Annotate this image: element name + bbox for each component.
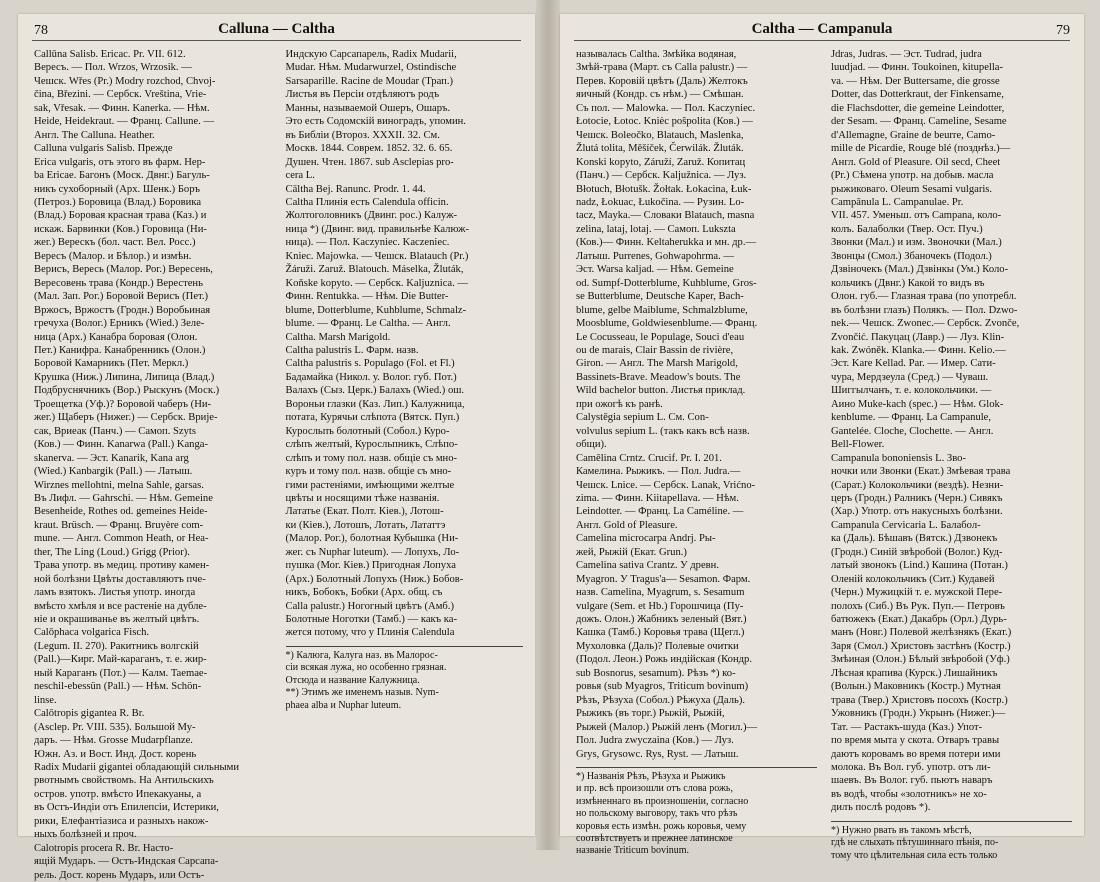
entry-line: Calotropis procera R. Br. Насто- [34,842,174,854]
entry-line: Дзвіночекъ (Мал.) Дзвінкы (Ум.) Коло- [831,264,1009,276]
entry-line: kenblume. — Франц. La Campanule, [831,412,992,424]
entry-line: ный Караганъ (Пот.) — Калм. Taemae- [34,667,208,679]
entry-line: цвѣты и носящими тѣже названія. [285,492,440,504]
entry-line: nek.— Чешск. Zwonec.— Сербск. Zvonče, [831,318,1020,330]
entry-line: Błotuch, Błotušk. Žołtak. Łokacina, Łuk- [576,183,752,195]
entry-line: tacz, Mayka.— Словаки Blatauch, masna [576,210,755,222]
entry-line: Заря (Смол.) Христовъ застѣнъ (Костр.) [831,640,1011,652]
entry-line: (Ков.)— Финн. Keltaherukka и мн. др.— [576,237,757,249]
left-header-title: Calluna — Caltha [218,21,335,37]
entry-line: (Pall.)—Кирг. Май-караганъ, т. е. жир- [34,654,207,666]
entry-line: по время мыта у скота. Отваръ травы [831,735,1000,747]
entry-line: Callūna Salisb. Ericac. Pr. VII. 612. [34,49,186,60]
entry-line: колъ. Балаболки (Твер. Ост. Пуч.) [831,223,983,235]
entry-line: называлась Caltha. Змѣйка водяная, [576,49,737,60]
entry-line: d'Allemagne, Graine de beurre, Camo- [831,129,996,141]
entry-line: Подбруснячникъ (Вор.) Рыскунъ (Моск.) [34,385,220,397]
entry-line: Оленій колокольчикъ (Сит.) Кудавей [831,573,995,585]
entry-line: Англ. Gold of Pleasure. Oil secd, Cheet [831,156,1001,168]
entry-line: Болотные Ноготки (Тамб.) — какъ ка- [285,614,458,626]
entry-line: Трава употр. въ медиц. противу камен- [34,560,210,572]
entry-line: вмѣсто хмѣля и все растеніе на дубле- [34,600,207,612]
book-gutter [536,0,560,850]
entry-line: Англ. The Calluna. Heather. [34,129,155,141]
entry-line: рвотнымъ свойствомъ. На Антильскихъ [34,775,214,787]
entry-line: Это есть Содомскій виноградъ, упомин. [285,116,466,128]
right-page-number: 79 [1056,23,1070,38]
entry-line: Съ пол. — Malowka. — Пол. Kaczyniec. [576,102,756,114]
entry-line: общи). [576,439,607,451]
left-footnotes [286,646,524,712]
entry-line: Финн. Rentukka. — Нѣм. Die Butter- [285,291,449,303]
entry-line: въ болѣзни глазъ) Полякъ. — Пол. Dzwo- [831,304,1018,316]
entry-line: Kniec. Majowka. — Чешск. Blatauch (Pr.) [285,250,469,262]
entry-line: куръ и тому пол. назв. общіе съ мно- [285,466,452,478]
entry-line: рыжиковаго. Oleum Sesami vulgaris. [831,183,993,195]
entry-line: od. Sumpf-Dotterblume, Kuhblume, Gros- [576,277,757,289]
entry-line: Calōphaca volgarica Fisch. [34,627,150,639]
entry-line: Олон. губ.— Глазная трава (по употребл. [831,291,1017,303]
entry-line: латый звонокъ (Lind.) Кашина (Потан.) [831,560,1008,572]
entry-line: Jdras, Judras. — Эст. Tudrad, judra [831,49,982,60]
entry-line: Душен. Чтен. 1867. sub Asclepias pro- [285,156,454,168]
entry-line: Жолтоголовникъ (Двинг. рос.) Калуж- [285,210,458,222]
entry-line: (Wied.) Kanbargik (Pall.) — Латыш. [34,466,193,478]
entry-line: Koňske kopyto. — Сербск. Kaljuznica. — [285,277,468,289]
entry-line: Moosblume, Goldwiesenblume.— Франц. [576,318,758,330]
entry-line: ночки или Звонки (Екат.) Змѣевая трава [831,466,1011,478]
footnote-line: Отсюда и название Калужница. [285,674,420,686]
left-columns [34,48,523,881]
entry-line: Рѣзъ, Рѣзуха (Собол.) Рѣжуха (Даль). [576,694,745,706]
entry-line: Звонки (Мал.) и изм. Звоночки (Мал.) [831,237,1002,249]
entry-line: die Flachsdotter, die gemeine Leindotter, [831,102,1005,114]
entry-line: Wirznes mellohtni, melna Sahle, garsas. [34,479,204,491]
entry-line: кольчикъ (Двнг.) Какой то видъ въ [831,277,985,289]
entry-line: Листья въ Персіи отдѣляютъ родъ [285,89,440,101]
entry-line: (Влад.) Боровая красная трава (Каз.) и [34,210,207,222]
entry-line: Dotter, das Dotterkraut, der Finkensame, [831,89,1004,101]
footnote-line: *) Калюга, Калуга наз. въ Малорос- [285,649,438,661]
entry-line: blume, gelbe Maiblume, Schmalzblume, [576,304,748,316]
entry-line: Лѣсная крапива (Курск.) Лишайникъ [831,667,998,679]
entry-line: полохъ (Сиб.) Въ Рук. Пуп.— Петровъ [831,600,1005,612]
entry-line: (Малор. Рог.), болотная Кубышка (Ни- [285,533,459,545]
entry-line: Giron. — Англ. The Marsh Marigold, [576,358,738,370]
entry-line: (Черн.) Мужицкій т. е. мужской Пере- [831,587,1003,599]
entry-line: Рыжей (Малор.) Рыжій ленъ (Могил.)— [576,721,758,733]
entry-line: сак, Вриеак (Панч.) — Самоп. Szyts [34,425,196,437]
entry-line: Gantelée. Cloche, Clochette. — Англ. [831,425,994,437]
left-column-2 [286,48,524,830]
entry-line: (Подол. Леон.) Рожь индійская (Кондр. [576,654,752,666]
entry-line: Змѣй-трава (Март. съ Calla palustr.) — [576,62,748,74]
entry-line: se Butterblume, Deutsche Kaper, Bach- [576,291,744,303]
entry-line: рики, Елефантіазиса и разныхъ накож- [34,815,209,827]
right-footnotes-2 [831,821,1072,862]
entry-line: Caltha palustris s. Populago (Fol. et Fl.) [285,358,455,370]
entry-line: ныхъ болѣзней и проч. [34,829,137,841]
footnote-line: но польскому выговору, такъ что рѣзъ [576,808,738,820]
entry-line: Чешск. Wřes (Pr.) Modry rozchod, Chvoj- [34,75,216,87]
entry-line: (Волын.) Маковникъ (Костр.) Мутная [831,681,1001,693]
entry-line: никъ, Бобокъ, Бобки (Арх. общ. съ [285,587,443,599]
entry-line: zelina, lataj, lotaj. — Самоп. Lukszta [576,223,736,235]
entry-line: (Гродн.) Синій звѣробой (Волог.) Куд- [831,546,1003,558]
footnote-line: гдѣ не слыхать пѣтушиннаго пѣнія, по- [831,837,999,849]
entry-line: ница). — Пол. Kaczyniec. Kaczeniec. [285,237,450,249]
entry-line: Шиггылчанъ, т. е. колокольчики. — [831,385,992,397]
entry-line: въ Библіи (Второз. XXXII. 32. См. [285,129,440,141]
entry-line: vulgare (Sem. et Hb.) Горошчица (Пу- [576,600,744,612]
entry-line: (Pr.) Сѣмена употр. на добыв. масла [831,170,994,182]
entry-line: Лататье (Екат. Полт. Кіев.), Лотош- [285,506,444,518]
entry-line: Звонцы (Смол.) Збаночекъ (Подол.) [831,250,992,262]
entry-line: ной болѣзни Цвѣты доставляютъ пче- [34,573,206,585]
entry-line: Bell-Flower. [831,439,885,451]
entry-line: Манны, называемой Ошеръ, Ошаръ. [285,102,451,114]
entry-line: Вржосъ, Вржостъ (Гродн.) Воробьиная [34,304,211,316]
entry-line: Въ Лифл. — Gahrschi. — Нѣм. Gemeine [34,492,213,504]
entry-line: Боровой Камарникъ (Пет. Меркл.) [34,358,189,370]
entry-line: cera L. [285,170,315,182]
entry-line: volvulus sepium L. (такъ какъ всѣ назв. [576,425,750,437]
entry-line: слѣпъ желтый, Куросльпникъ, Слѣпо- [285,439,458,451]
entry-line: въ Остъ-Индіи отъ Епилепсіи, Истерики, [34,802,219,814]
left-page [18,14,535,881]
entry-line: kraut. Brüsch. — Франц. Bruyère com- [34,519,204,531]
entry-line: Radix Mudarii gigantei обладающій сильными [34,762,239,774]
entry-line: Le Cocusseau, le Populage, Souci d'eau [576,331,745,343]
entry-line: Тат. — Растакъ-шуда (Каз.) Упот- [831,721,983,733]
entry-line: Calla palustr.) Ногогный цвѣтъ (Амб.) [285,600,454,612]
entry-line: skanerva. — Эст. Kanarik, Kana arg [34,452,189,464]
entry-line: Латыш. Purrenes, Gohwapohrma. — [576,250,735,262]
left-column-1 [34,48,272,881]
entry-line: даръ. — Нѣм. Grosse Mudarpflanze. [34,735,193,747]
entry-line: пушка (Мог. Кіев.) Пригодная Лопуха [285,560,456,572]
footnote-line: и пр. всѣ произошли отъ слова рожь, [576,783,733,795]
entry-line: жег. съ Nuphar luteum). — Лопухъ, Ло- [285,546,460,558]
entry-line: яичный (Кондр. съ нѣм.) — Смѣшан. [576,89,744,101]
entry-line: гими растеніями, имѣющими желтые [285,479,455,491]
entry-line: Москв. 1844. Соврем. 1852. 32. 6. 65. [285,143,453,155]
footnote-line: измѣненнаго въ произношеніи, согласно [576,795,749,807]
right-column-1 [576,48,817,857]
entry-line: Ужовникъ (Гродн.) Укрынъ (Нижег.)— [831,708,1006,720]
entry-line: Мухоловка (Даль)? Полевые очитки [576,640,739,652]
footnote-line: тому что цѣлительная сила есть только [831,849,998,861]
entry-line: Крушка (Ниж.) Липина, Липица (Влад.) [34,371,215,383]
entry-line: Пол. Judra zwyczaina (Ков.) — Луз. [576,735,734,747]
entry-line: ка (Даль). Бѣшавъ (Вятск.) Дзвонекъ [831,533,998,545]
entry-line: жей, Рыжій (Екат. Grun.) [576,546,687,558]
entry-line: Žlutá tolita, Měšíček, Čerwilák. Žluták. [576,143,744,155]
entry-line: Эст. Kare Kellad. Par. — Имер. Сати- [831,358,996,370]
entry-line: Cāltha Bej. Ranunc. Prodr. 1. 44. [285,183,426,195]
entry-line: (Legum. II. 270). Ракитникъ волгскій [34,640,199,652]
entry-line: Валахъ (Сыз. Церк.) Балахъ (Wied.) ош. [285,385,465,397]
right-columns [576,48,1072,861]
entry-line: (Арх.) Болотный Лопухъ (Ниж.) Бобов- [285,573,464,585]
left-running-header [32,20,521,41]
footnote-line: соотвѣтствуетъ и прежнее латинское [576,833,733,845]
entry-line: Чешск. Lnice. — Сербск. Lanak, Vrićno- [576,479,756,491]
entry-line: потата, Курячьи слѣпота (Вятск. Пуп.) [285,412,460,424]
entry-line: der Sesam. — Франц. Cameline, Sesame [831,116,1007,128]
entry-line: neschil-ebessün (Pall.) — Нѣм. Schön- [34,681,202,693]
entry-line: mune. — Англ. Common Heath, or Hea- [34,533,209,545]
entry-line: (Панч.) — Сербск. Kaljužnica. — Луз. [576,170,747,182]
entry-line: VII. 457. Уменьш. отъ Campana, коло- [831,210,1002,222]
entry-line: рель. Дост. корень Мударъ, или Остъ- [34,869,205,881]
right-running-header [574,20,1070,41]
entry-line: (Петроз.) Боровица (Влад.) Боровика [34,196,202,208]
entry-line: Calluna vulgaris Salisb. Прежде [34,143,173,155]
entry-line: Рыжикъ (въ торг.) Рыжій, Рыжій, [576,708,725,720]
entry-line: церъ (Гродн.) Ралникъ (Черн.) Сивякъ [831,492,1003,504]
entry-line: Campanula Cervicaria L. Балабол- [831,519,981,531]
entry-line: при ожогѣ къ ранѣ. [576,398,663,410]
entry-line: sub Bosnorus, sesamum). Рѣзъ *) ко- [576,667,736,679]
entry-line: Zvončić. Пакуцац (Лавр.) — Луз. Klin- [831,331,1005,343]
entry-line: zima. — Финн. Kiitapellava. — Нѣм. [576,492,739,504]
entry-line: (Хар.) Употр. отъ накусныхъ болѣзни. [831,506,1003,518]
entry-line: ламъ взятокъ. Листья употр. иногда [34,587,196,599]
right-header-title: Caltha — Campanula [751,21,893,37]
entry-line: Leindotter. — Франц. La Caméline. — [576,506,744,518]
entry-line: жег.) Щаберъ (Нижег.) — Сербск. Врије- [34,412,218,424]
footnote-line: phaea alba и Nuphar luteum. [285,699,402,711]
entry-line: Heide, Heidekraut. — Франц. Callune. — [34,116,215,128]
entry-line: Myagron. У Tragus'a— Sesamon. Фарм. [576,573,751,585]
entry-line: ящій Мударъ. — Остъ-Индская Сарсапа- [34,856,219,868]
entry-line: Южн. Аз. и Вост. Инд. Дост. корень [34,748,197,760]
entry-line: čina, Březini. — Сербск. Vreština, Vrie- [34,89,207,101]
entry-line: ніе и окрашиванье въ желтый цвѣтъ. [34,614,200,626]
footnote-line: названіе Triticum bovinum. [576,845,690,857]
footnote-line: **) Этимъ же именемъ назыв. Nym- [285,687,439,699]
entry-line: ровья (sub Myagros, Triticum bovinum) [576,681,749,693]
entry-line: батюжекъ (Екат.) Дакабрь (Орл.) Дурь- [831,614,1007,626]
entry-line: ther, The Ling (Loud.) Grigg (Prior). [34,546,190,558]
entry-line: Grys, Grysowc. Rys, Ryst. — Латыш. [576,748,739,760]
entry-line: mille de Picardie, Rouge blé (позднѣз.)— [831,143,1011,155]
entry-line: (Ков.) — Финн. Kanarwa (Pall.) Kanga- [34,439,208,451]
right-column-2 [831,48,1072,861]
entry-line: трава (Твер.) Христовъ посохъ (Костр.) [831,694,1008,706]
entry-line: Camelina sativa Crantz. У древн. [576,560,719,572]
entry-line: blume. — Франц. Le Caltha. — Англ. [285,318,451,330]
entry-line: искаж. Барвинки (Ков.) Горовица (Ни- [34,223,207,235]
entry-line: Žáruži. Zaruž. Blatouch. Máselka, Žluták, [285,264,464,276]
entry-line: Вересовень трава (Кондр.) Верестень [34,277,203,289]
entry-line: чура, Мердзеула (Сред.) — Чуваш. [831,371,989,383]
entry-line: Аино Muke-kach (spec.) — Нѣм. Glok- [831,398,1004,410]
entry-line: Camelina microcarpa Andrj. Ры- [576,533,716,545]
entry-line: blume, Dotterblume, Kuhblume, Schmalz- [285,304,467,316]
entry-line: Łotocie, Łotoc. Kniėc poŝpolita (Ков.) — [576,116,753,128]
entry-line: (Сарат.) Колокольчики (вездѣ). Незни- [831,479,1004,491]
entry-line: слѣпъ и тому пол. назв. общіе съ мно- [285,452,458,464]
entry-line: (Мал. Зап. Рог.) Боровой Верисъ (Пет.) [34,291,209,303]
entry-line: Змѣиная (Олон.) Бѣлый звѣробой (Уф.) [831,654,1010,666]
entry-line: Camēlina Crntz. Crucif. Pr. I. 201. [576,452,722,464]
entry-line: kak. Zwóněk. Klanka.— Финн. Kelio.— [831,344,1006,356]
entry-line: Перев. Коровій цвѣтъ (Даль) Желтокъ [576,75,748,87]
entry-line: жег.) Верескъ (бол. част. Вел. Росс.) [34,237,196,249]
entry-line: Calystēgia sepium L. См. Con- [576,412,709,424]
entry-line: Вороньи глазки (Каз. Лип.) Калужница, [285,398,465,410]
entry-line: ница *) (Двинг. вид. правильнѣе Калюж- [285,223,469,235]
entry-line: Erica vulgaris, отъ этого въ фарм. Нер- [34,156,206,168]
entry-line: Caltha Плинія есть Calendula officin. [285,196,449,208]
right-page [560,14,1084,861]
entry-line: Вересъ. — Пол. Wrzos, Wrzosik. — [34,62,192,74]
entry-line: Besenheide, Rothes od. gemeines Heide- [34,506,208,518]
left-page-number: 78 [34,23,48,38]
entry-line: Campanula bononiensis L. Зво- [831,452,966,464]
entry-line: манъ (Новг.) Полевой желѣзнякъ (Екат.) [831,627,1012,639]
entry-line: luudjad. — Финн. Toukoinen, kitupella- [831,62,1004,74]
entry-line: linse. [34,694,57,706]
entry-line: Куросльпъ болотный (Собол.) Куро- [285,425,450,437]
entry-line: Sarsaparille. Racine de Moudar (Трап.) [285,75,453,87]
footnote-line: коровья есть измѣн. рожь коровья, чему [576,820,747,832]
entry-line: Индскую Сарсапарель, Radix Mudarii, [285,49,457,60]
entry-line: назв. Camelina, Myagrum, s. Sesamum [576,587,745,599]
entry-line: nadz, Łokuac, Łukočina. — Рузин. Lo- [576,196,745,208]
entry-line: Caltha. Marsh Marigold. [285,331,391,343]
entry-line: Троещетка (Уф.)? Боровой чаберъ (Ни- [34,398,212,410]
footnote-line: *) Нужно рвать въ такомъ мѣстѣ, [831,824,972,836]
entry-line: Вересъ (Малор. и Бѣлор.) и измѣн. [34,250,192,262]
entry-line: Caltha palustris L. Фарм. назв. [285,344,419,356]
entry-line: Камелина. Рыжикъ. — Пол. Judra.— [576,466,741,478]
right-footnotes-1 [576,767,817,858]
entry-line: никъ сухоборный (Арх. Шенк.) Боръ [34,183,201,195]
entry-line: ba Ericae. Багонъ (Моск. Двнг.) Багуль- [34,170,210,182]
entry-line: sak, Vřesak. — Финн. Kanerka. — Нѣм. [34,102,210,114]
entry-line: остров. употр. вмѣсто Ипекакуаны, а [34,788,202,800]
entry-line: Кашка (Тамб.) Коровья трава (Щегл.) [576,627,745,639]
entry-line: шаевъ. Въ Волог. губ. пьютъ наваръ [831,775,993,787]
entry-line: (Asclep. Pr. VIII. 535). Большой Му- [34,721,196,733]
entry-line: Konski kopyto, Záruží, Zaruž. Копитац [576,156,746,168]
entry-line: Calōtropis gigantea R. Br. [34,708,145,720]
entry-line: Эст. Warsa kaljad. — Нѣм. Gemeine [576,264,734,276]
entry-line: Англ. Gold of Pleasure. [576,519,678,531]
entry-line: дилъ послѣ родовъ *). [831,802,931,814]
entry-line: Wild bachelor button. Листья приклад. [576,385,746,397]
entry-line: гречуха (Волог.) Ерникъ (Wied.) Зеле- [34,318,205,330]
entry-line: Пет.) Канифра. Канабренникъ (Олон.) [34,344,206,356]
entry-line: Чешск. Boleočko, Blatauch, Maslenka, [576,129,744,141]
entry-line: va. — Нѣм. Der Buttersame, die grosse [831,75,1000,87]
entry-line: ки (Кіев.), Лотошъ, Лотать, Лататтэ [285,519,446,531]
entry-line: Campānula L. Campanulae. Pr. [831,196,964,208]
entry-line: Верисъ, Вересь (Малор. Рог.) Вересень, [34,264,213,276]
footnote-line: сіи всякая лужа, но особенно грязная. [285,662,447,674]
entry-line: даютъ коровамъ во время потери ими [831,748,1001,760]
entry-line: ou de marais, Clair Bassin de rivière, [576,344,734,356]
entry-line: жется потому, что у Плинія Calendula [285,627,455,639]
entry-line: Бадамайка (Никол. у. Волог. губ. Пот.) [285,371,457,383]
entry-line: въ водѣ, чтобы «золотникъ» не хо- [831,788,987,800]
entry-line: Mudar. Нѣм. Mudarwurzel, Ostindische [285,62,457,74]
entry-line: ница (Арх.) Канабра боровая (Олон. [34,331,198,343]
entry-line: дожъ. Олон.) Жабникъ зеленый (Вят.) [576,614,747,626]
footnote-line: *) Названія Рѣзъ, Рѣзуха и Рыжикъ [576,771,726,783]
entry-line: Bassinets-Brave. Meadow's bouts. The [576,371,741,383]
entry-line: молока. Въ Вол. губ. употр. отъ ли- [831,762,991,774]
